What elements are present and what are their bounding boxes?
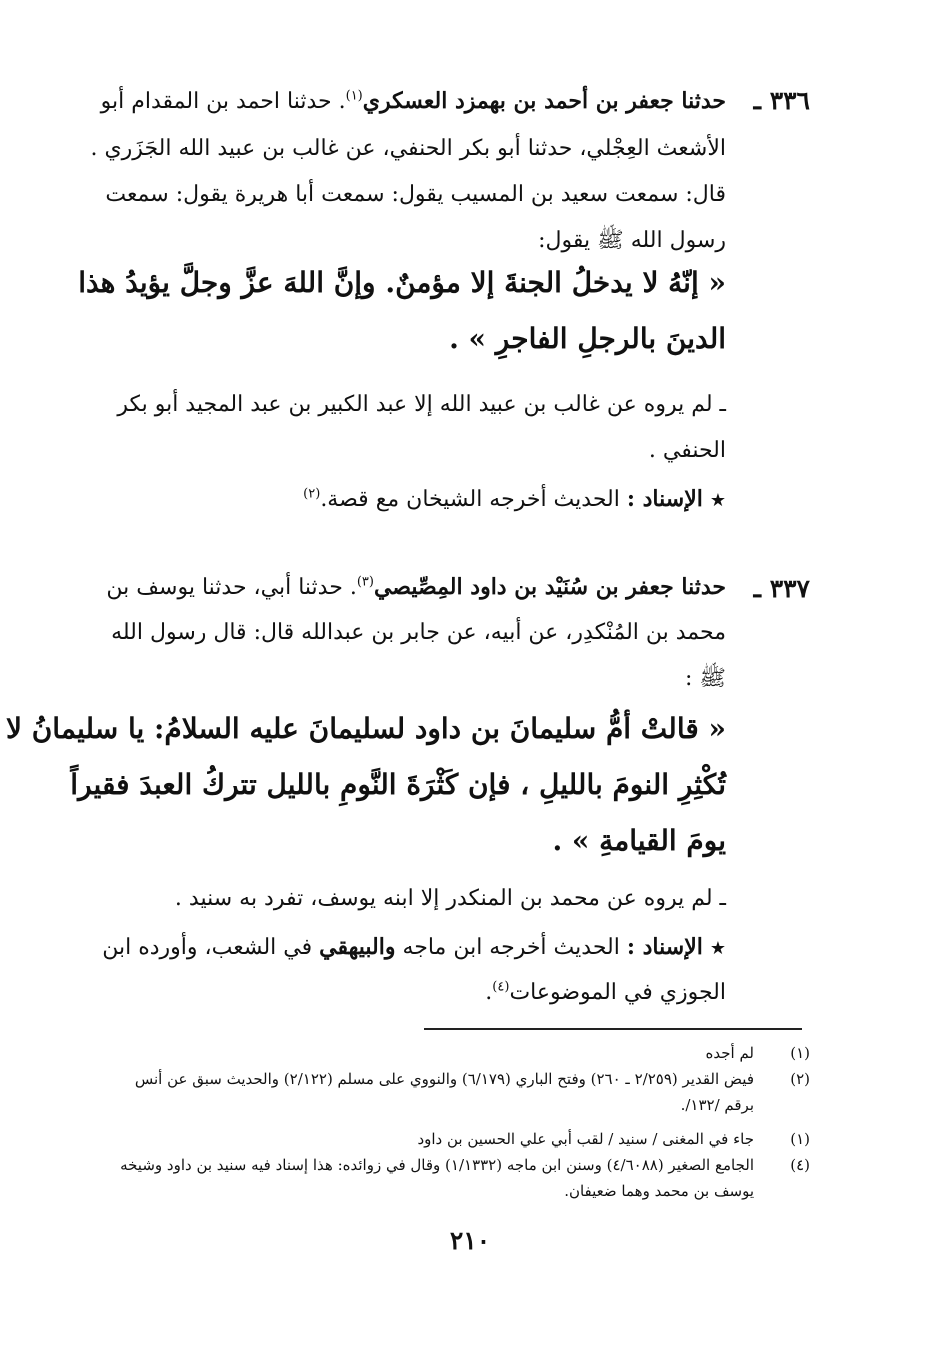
footnote-text: لم أجده <box>705 1044 754 1062</box>
hadith-336-line-2: الأشعث العِجْلي، حدثنا أبو بكر الحنفي، عن غالب بن عبيد الله الجَزَري . <box>90 136 726 161</box>
footnote-marker: (٢) <box>790 1070 810 1088</box>
isnad-text: الحديث أخرجه الشيخان مع قصة. <box>320 487 620 512</box>
isnad-line-2-end: . <box>485 980 493 1005</box>
hadith-336-line-1 <box>56 88 726 114</box>
isnad-label: الإسناد : <box>626 486 703 512</box>
hadith-336-quote-line-2: الدينَ بالرجلِ الفاجرِ » . <box>449 322 726 355</box>
star-icon: ★ <box>709 938 726 959</box>
footnote-separator <box>424 1028 802 1030</box>
footnote-ref-3: (٣) <box>356 574 374 590</box>
footnote-marker: (١) <box>790 1044 810 1062</box>
footnote-marker: (٤) <box>790 1156 810 1174</box>
footnote-ref-1: (١) <box>345 88 363 104</box>
hadith-337-isnad-line-1 <box>56 934 726 960</box>
hadith-336-note-line-2: الحنفي . <box>648 438 726 463</box>
isnad-text-part-2: في الشعب، وأورده ابن <box>102 935 313 960</box>
footnote-marker: (١) <box>790 1130 810 1148</box>
footnote-text: الجامع الصغير (٤/٦٠٨٨) وسنن ابن ماجه (١/١٣٣٢) وقال في زوائده: هذا إسناد فيه سنيد بن داود وشيخه <box>120 1156 754 1174</box>
hadith-336-line-1-tail: . حدثنا احمد بن المقدام أبو <box>100 89 346 114</box>
hadith-337-quote-line-1: « قالتْ أمُّ سليمانَ بن داود لسليمانَ عليه السلامُ: يا سليمانُ لا <box>6 712 726 745</box>
page-number: ٢١٠ <box>449 1226 491 1255</box>
footnote-text-continued: برقم /١٣٢/. <box>680 1096 754 1114</box>
hadith-337-line-3: ﷺ : <box>685 666 726 691</box>
hadith-337-isnad-line-2 <box>56 980 726 1005</box>
footnote-ref-4: (٤) <box>492 979 510 995</box>
hadith-337-line-2: محمد بن المُنْكدِر، عن أبيه، عن جابر بن عبدالله قال: قال رسول الله <box>111 620 726 645</box>
hadith-number-336: ٣٣٦ ـ <box>753 86 810 115</box>
hadith-337-line-1-tail: . حدثنا أبي، حدثنا يوسف بن <box>106 575 357 600</box>
star-icon: ★ <box>709 490 726 511</box>
footnote-text-continued: يوسف بن محمد وهما ضعيفان. <box>564 1182 754 1200</box>
hadith-336-line-1-lead: حدثنا جعفر بن أحمد بن بهمزد العسكري <box>362 88 726 114</box>
hadith-337-line-1 <box>56 574 726 600</box>
isnad-line-2-text: الجوزي في الموضوعات <box>509 980 726 1005</box>
hadith-337-quote-line-2: تُكْثِرِ النومَ بالليلِ ، فإن كَثْرَةَ النَّومِ بالليل تتركُ العبدَ فقيراً <box>70 768 726 801</box>
isnad-label: الإسناد : <box>626 934 703 960</box>
hadith-number-337: ٣٣٧ ـ <box>753 574 810 603</box>
hadith-337-quote-line-3: يومَ القيامةِ » . <box>552 824 726 857</box>
hadith-336-line-3: قال: سمعت سعيد بن المسيب يقول: سمعت أبا هريرة يقول: سمعت <box>105 182 726 207</box>
hadith-337-note: ـ لم يروه عن محمد بن المنكدر إلا ابنه يوسف، تفرد به سنيد . <box>174 886 726 911</box>
hadith-336-quote-line-1: « إنّهُ لا يدخلُ الجنةَ إلا مؤمنٌ. وإنَّ اللهَ عزَّ وجلَّ يؤيدُ هذا <box>78 266 726 299</box>
isnad-text-part-1: الحديث أخرجه ابن ماجه <box>402 935 620 960</box>
hadith-336-isnad <box>56 486 726 512</box>
footnote-text: جاء في المغنى / سنيد / لقب أبي علي الحسين بن داود <box>417 1130 754 1148</box>
isnad-bold-source: والبيهقي <box>319 934 396 960</box>
footnote-ref-2: (٢) <box>303 486 321 502</box>
hadith-337-line-1-lead: حدثنا جعفر بن سُنَيْد بن داود المِصِّيصي <box>373 574 726 600</box>
footnote-text: فيض القدير (٢/٢٥٩ ـ ٢٦٠) وفتح الباري (٦/١٧٩) والنووي على مسلم (٢/١٢٢) والحديث سبق عن أنس <box>134 1070 754 1088</box>
hadith-336-line-4: رسول الله ﷺ يقول: <box>538 228 726 253</box>
hadith-336-note-line-1: ـ لم يروه عن غالب بن عبيد الله إلا عبد الكبير بن عبد المجيد أبو بكر <box>117 392 726 417</box>
